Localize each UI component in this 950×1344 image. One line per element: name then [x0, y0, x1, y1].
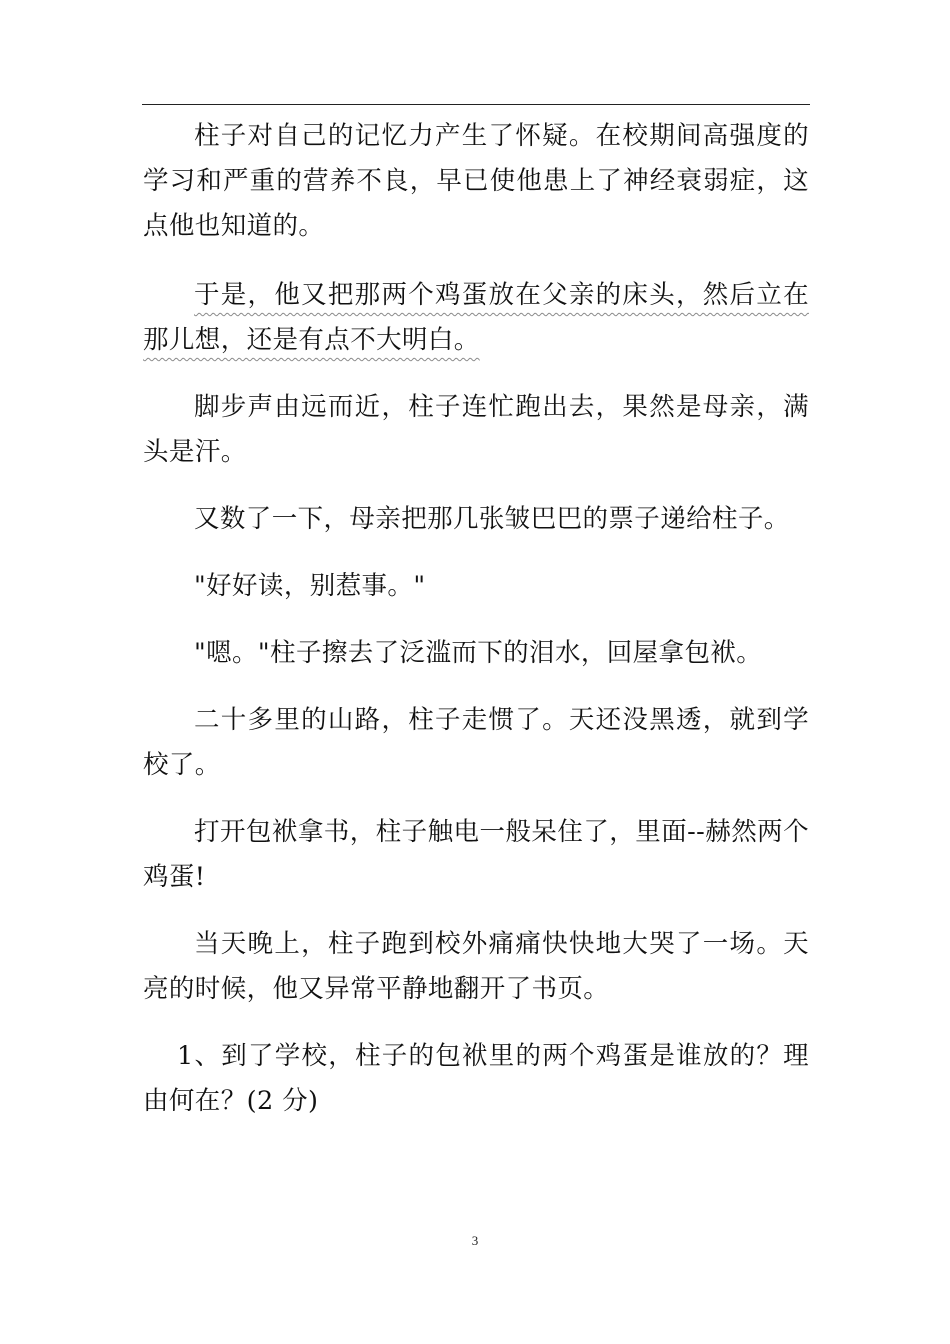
page-number: 3: [471, 1233, 479, 1248]
paragraph-1: 柱子对自己的记忆力产生了怀疑。在校期间高强度的学习和严重的营养不良，早已使他患上了神经衰弱症，这点他也知道的。: [143, 121, 809, 241]
paragraph-9: 当天晚上，柱子跑到校外痛痛快快地大哭了一场。天亮的时候，他又异常平静地翻开了书页。: [143, 929, 809, 1004]
document-body: [143, 114, 809, 1124]
question-1: 1、到了学校，柱子的包袱里的两个鸡蛋是谁放的？理由何在？(2 分): [143, 1041, 809, 1116]
paragraph-4: 又数了一下，母亲把那几张皱巴巴的票子递给柱子。: [194, 504, 790, 534]
paragraph-5: "好好读，别惹事。": [194, 571, 426, 601]
paragraph-6: "嗯。"柱子擦去了泛滥而下的泪水，回屋拿包袱。: [194, 638, 763, 668]
header-rule: [142, 104, 810, 105]
paragraph-3: 脚步声由远而近，柱子连忙跑出去，果然是母亲，满头是汗。: [143, 392, 809, 467]
paragraph-8: 打开包袱拿书，柱子触电一般呆住了，里面--赫然两个鸡蛋!: [143, 817, 809, 892]
paragraph-7: 二十多里的山路，柱子走惯了。天还没黑透，就到学校了。: [143, 705, 809, 780]
paragraph-2: [143, 273, 809, 363]
wavy-underlined-sentence: 于是，他又把那两个鸡蛋放在父亲的床头，然后立在那儿想，还是有点不大明白。: [143, 280, 809, 355]
